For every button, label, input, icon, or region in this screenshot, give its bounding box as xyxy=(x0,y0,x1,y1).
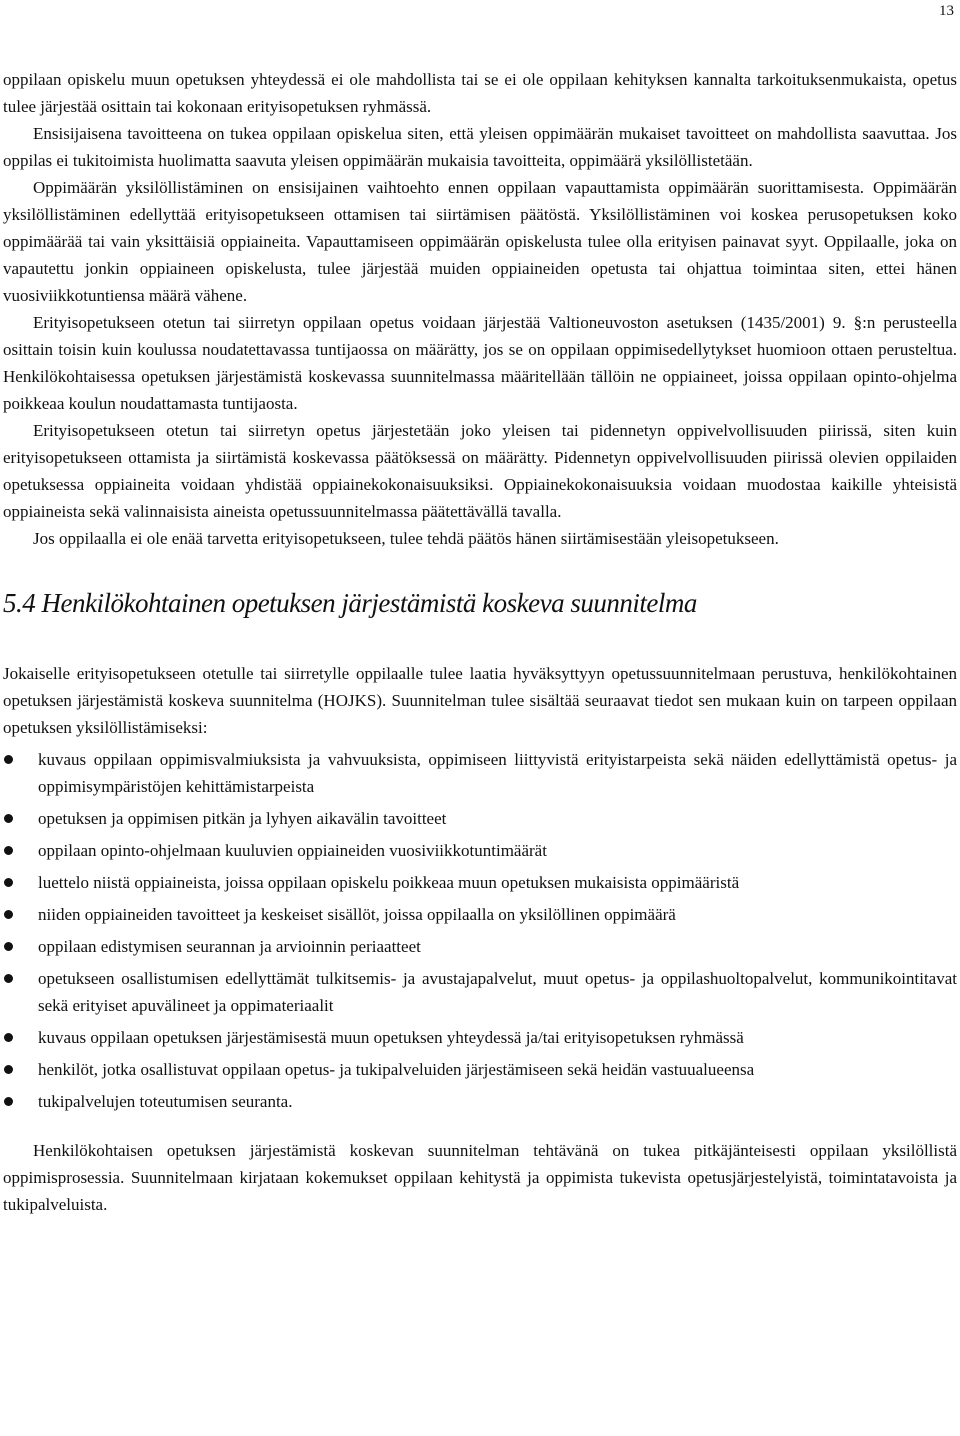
list-item-text: luettelo niistä oppiaineista, joissa oppilaan opiskelu poikkeaa muun opetuksen mukaisista oppimääristä xyxy=(38,873,740,892)
bullet-icon xyxy=(4,1097,13,1106)
body-paragraph: Ensisijaisena tavoitteena on tukea oppilaan opiskelua siten, että yleisen oppimäärän mukaiset tavoitteet on mahdollista saavuttaa. Jos oppilas ei tukitoimista huolimatta saavuta yleisen oppimäärän mukaisia tavoitteita, oppimäärä yksilöllistetään. xyxy=(3,124,957,170)
list-item xyxy=(3,1056,957,1083)
list-item xyxy=(3,1024,957,1051)
section-heading: 5.4 Henkilökohtainen opetuksen järjestämistä koskeva suunnitelma xyxy=(3,588,697,618)
list-item xyxy=(3,933,957,960)
list-item-text: oppilaan opinto-ohjelmaan kuuluvien oppiaineiden vuosiviikkotuntimäärät xyxy=(38,841,547,860)
page-number: 13 xyxy=(939,3,954,19)
bullet-icon xyxy=(4,878,13,887)
bullet-icon xyxy=(4,1033,13,1042)
body-paragraph: Oppimäärän yksilöllistäminen on ensisijainen vaihtoehto ennen oppilaan vapauttamista oppimäärän suorittamisesta. Oppimäärän yksilöllistäminen edellyttää erityisopetukseen ottamisen tai siirtämisen päätöstä. Yksilöllistäminen voi koskea perusopetuksen koko oppimäärää tai vain yksittäisiä oppiaineita. Vapauttamiseen oppimäärän opiskelusta tulee olla erityisen painavat syyt. Oppilaalle, joka on vapautettu jonkin oppiaineen opiskelusta, tulee järjestää muiden oppiaineiden opetusta tai ohjattua toimintaa siten, ettei hänen vuosiviikkotuntiensa määrä vähene. xyxy=(3,178,957,305)
bullet-icon xyxy=(4,1065,13,1074)
bullet-icon xyxy=(4,846,13,855)
body-paragraph: oppilaan opiskelu muun opetuksen yhteydessä ei ole mahdollista tai se ei ole oppilaan kehityksen kannalta tarkoituksenmukaista, opetus tulee järjestää osittain tai kokonaan erityisopetuksen ryhmässä. xyxy=(3,70,957,116)
body-paragraph: Jos oppilaalla ei ole enää tarvetta erityisopetukseen, tulee tehdä päätös hänen siirtämisestään yleisopetukseen. xyxy=(33,529,779,548)
list-item-text: henkilöt, jotka osallistuvat oppilaan opetus- ja tukipalveluiden järjestämiseen sekä heidän vastuualueensa xyxy=(38,1060,755,1079)
list-item xyxy=(3,746,957,800)
list-item xyxy=(3,869,957,896)
list-item-text: tukipalvelujen toteutumisen seuranta. xyxy=(38,1092,293,1111)
bullet-icon xyxy=(4,910,13,919)
bullet-icon xyxy=(4,755,13,764)
list-item-text: opetuksen ja oppimisen pitkän ja lyhyen aikavälin tavoitteet xyxy=(38,809,447,828)
list-item xyxy=(3,1088,957,1115)
list-item xyxy=(3,965,957,1019)
list-item xyxy=(3,837,957,864)
list-item xyxy=(3,805,957,832)
list-item xyxy=(3,901,957,928)
closing-paragraph: Henkilökohtaisen opetuksen järjestämistä koskevan suunnitelman tehtävänä on tukea pitkäjänteisesti oppilaan yksilöllistä oppimisprosessia. Suunnitelmaan kirjataan kokemukset oppilaan kehitystä ja oppimista tukevista opetusjärjestelyistä, toimintatavoista ja tukipalveluista. xyxy=(3,1141,957,1214)
bullet-icon xyxy=(4,942,13,951)
body-paragraph: Erityisopetukseen otetun tai siirretyn oppilaan opetus voidaan järjestää Valtioneuvoston asetuksen (1435/2001) 9. §:n perusteella osittain toisin kuin koulussa noudatettavassa tuntijaossa on määrätty, jos se on oppilaan oppimisedellytykset huomioon ottaen perusteltua. Henkilökohtaisessa opetuksen järjestämistä koskevassa suunnitelmassa määritellään tällöin ne oppiaineet, joissa oppilaan opinto-ohjelma poikkeaa koulun noudattamasta tuntijaosta. xyxy=(3,313,957,413)
body-paragraph: Erityisopetukseen otetun tai siirretyn opetus järjestetään joko yleisen tai pidennetyn oppivelvollisuuden piirissä, siten kuin erityisopetukseen ottamista ja siirtämistä koskevassa päätöksessä on määrätty. Pidennetyn oppivelvollisuuden piirissä olevien oppilaiden opetuksessa oppiaineita voidaan yhdistää oppiainekokonaisuuksiksi. Oppiainekokonaisuuksia voidaan muodostaa kaikille yhteisistä oppiaineista sekä valinnaisista aineista opetussuunnitelmassa päätettävällä tavalla. xyxy=(3,421,957,521)
bullet-icon xyxy=(4,814,13,823)
section-intro: Jokaiselle erityisopetukseen otetulle tai siirretylle oppilaalle tulee laatia hyväksyttyyn opetussuunnitelmaan perustuva, henkilökohtainen opetuksen järjestämistä koskeva suunnitelma (HOJKS). Suunnitelman tulee sisältää seuraavat tiedot sen mukaan kuin on tarpeen oppilaan opetuksen yksilöllistämiseksi: xyxy=(3,664,957,737)
list-item-text: oppilaan edistymisen seurannan ja arvioinnin periaatteet xyxy=(38,937,421,956)
list-item-text: kuvaus oppilaan opetuksen järjestämisestä muun opetuksen yhteydessä ja/tai erityisopetuksen ryhmässä xyxy=(38,1028,744,1047)
list-item-text: kuvaus oppilaan oppimisvalmiuksista ja vahvuuksista, oppimiseen liittyvistä erityistarpeista sekä näiden edellyttämistä opetus- ja oppimisympäristöjen kehittämistarpeista xyxy=(38,750,957,796)
list-item-text: niiden oppiaineiden tavoitteet ja keskeiset sisällöt, joissa oppilaalla on yksilöllinen oppimäärä xyxy=(38,905,676,924)
document-body xyxy=(3,66,957,1218)
hojks-content-list xyxy=(3,746,957,1115)
bullet-icon xyxy=(4,974,13,983)
list-item-text: opetukseen osallistumisen edellyttämät tulkitsemis- ja avustajapalvelut, muut opetus- ja oppilashuoltopalvelut, kommunikointitavat sekä erityiset apuvälineet ja oppimateriaalit xyxy=(38,969,957,1015)
